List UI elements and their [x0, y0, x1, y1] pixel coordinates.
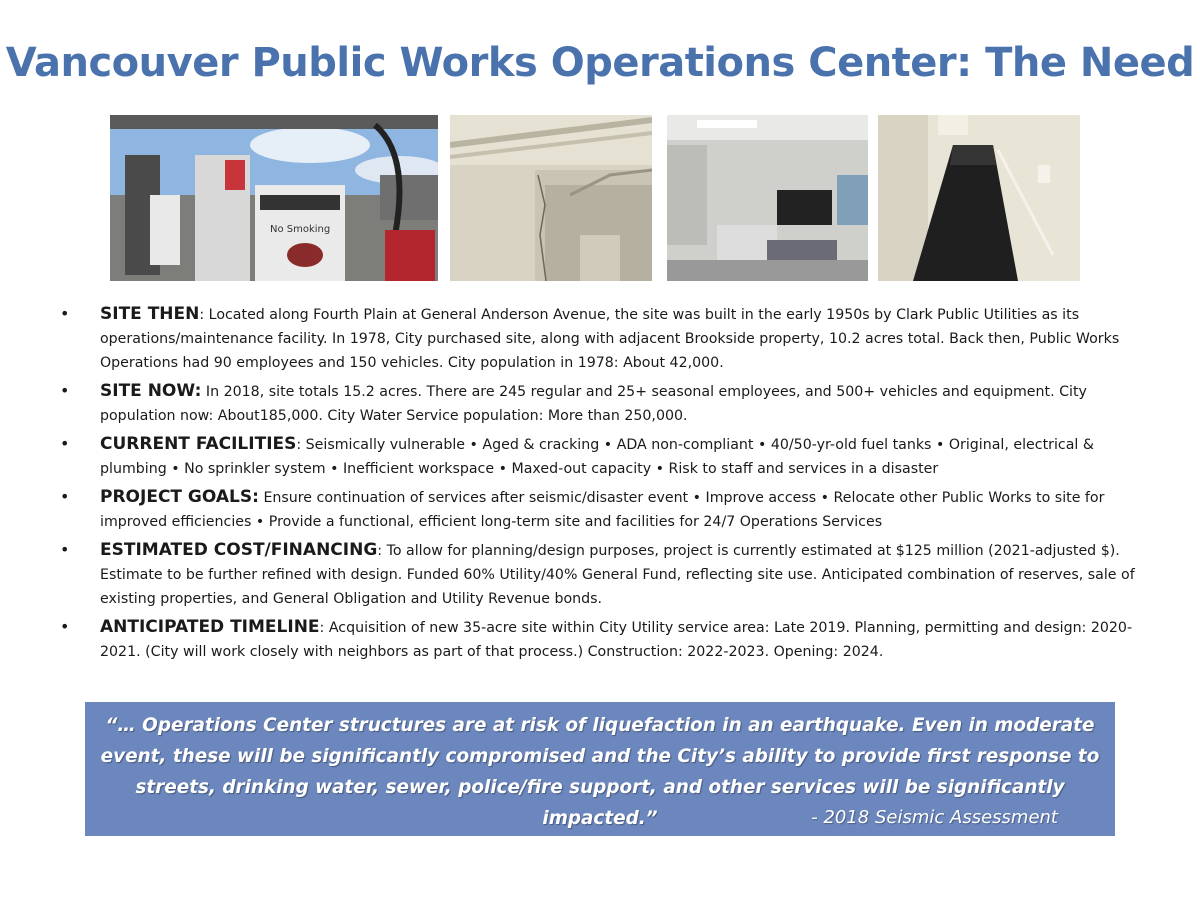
- cracked-wall-photo: [450, 115, 652, 281]
- bullet-separator: :: [319, 620, 329, 636]
- bullet-heading: ANTICIPATED TIMELINE: [100, 617, 320, 637]
- bullet-body: Acquisition of new 35-acre site within City Utility service area: Late 2019. Planning, permitting and design: 2020-2021. (City will work closely with neighbors as part of that process.) Construction: 2022-2023. Opening: 2024.: [100, 620, 1133, 660]
- no-smoking-sign-text: No Smoking: [270, 224, 331, 235]
- bullet-current-facilities: [60, 432, 1140, 481]
- bullet-dot: •: [60, 487, 70, 506]
- bullet-dot: •: [60, 304, 70, 323]
- bullet-dot: •: [60, 381, 70, 400]
- bullet-body: Seismically vulnerable • Aged & cracking • ADA non-compliant • 40/50-yr-old fuel tanks • Original, electrical & plumbing • No sprinkler system • Inefficient workspace • Maxed-out capacity • Risk to staff and services in a disaster: [100, 437, 1094, 477]
- bullet-separator: :: [296, 437, 306, 453]
- bullet-project-goals: [60, 485, 1140, 534]
- fuel-pumps-photo: [110, 115, 438, 281]
- stairway-photo: [878, 115, 1080, 281]
- bullet-dot: •: [60, 434, 70, 453]
- quote-text: “… Operations Center structures are at risk of liquefaction in an earthquake. Even in moderate event, these will be significantly compromised and the City’s ability to provide first response to streets, drinking water, sewer, police/fire support, and other services will be significantly impacted.”: [100, 715, 1100, 829]
- bullet-site-then: [60, 302, 1140, 375]
- office-workspace-photo: [667, 115, 868, 281]
- bullet-site-now: [60, 379, 1140, 428]
- bullet-separator: :: [377, 543, 387, 559]
- bullet-heading: SITE NOW:: [100, 381, 202, 401]
- quote-box: [85, 702, 1115, 836]
- bullet-heading: ESTIMATED COST/FINANCING: [100, 540, 378, 560]
- bullet-body: Ensure continuation of services after seismic/disaster event • Improve access • Relocate other Public Works to site for improved efficiencies • Provide a functional, efficient long-term site and facilities for 24/7 Operations Services: [100, 490, 1105, 530]
- bullet-heading: CURRENT FACILITIES: [100, 434, 297, 454]
- bullet-list: [60, 302, 1140, 668]
- bullet-heading: SITE THEN: [100, 304, 200, 324]
- page-title: Vancouver Public Works Operations Center: The Need: [5, 40, 1195, 86]
- bullet-heading: PROJECT GOALS:: [100, 487, 259, 507]
- bullet-estimated-cost: [60, 538, 1140, 611]
- bullet-body: In 2018, site totals 15.2 acres. There are 245 regular and 25+ seasonal employees, and 500+ vehicles and equipment. City population now: About185,000. City Water Service population: More than 250,000.: [100, 384, 1087, 424]
- bullet-dot: •: [60, 540, 70, 559]
- bullet-body: To allow for planning/design purposes, project is currently estimated at $125 million (2021-adjusted $). Estimate to be further refined with design. Funded 60% Utility/40% General Fund, reflecting site use. Anticipated combination of reserves, sale of existing properties, and General Obligation and Utility Revenue bonds.: [100, 543, 1135, 607]
- quote-source: - 2018 Seismic Assessment: [811, 807, 1058, 828]
- bullet-separator: :: [199, 307, 209, 323]
- bullet-body: Located along Fourth Plain at General Anderson Avenue, the site was built in the early 1950s by Clark Public Utilities as its operations/maintenance facility. In 1978, City purchased site, along with adjacent Brookside property, 10.2 acres total. Back then, Public Works Operations had 90 employees and 150 vehicles. City population in 1978: About 42,000.: [100, 307, 1120, 371]
- bullet-dot: •: [60, 617, 70, 636]
- bullet-anticipated-timeline: [60, 615, 1140, 664]
